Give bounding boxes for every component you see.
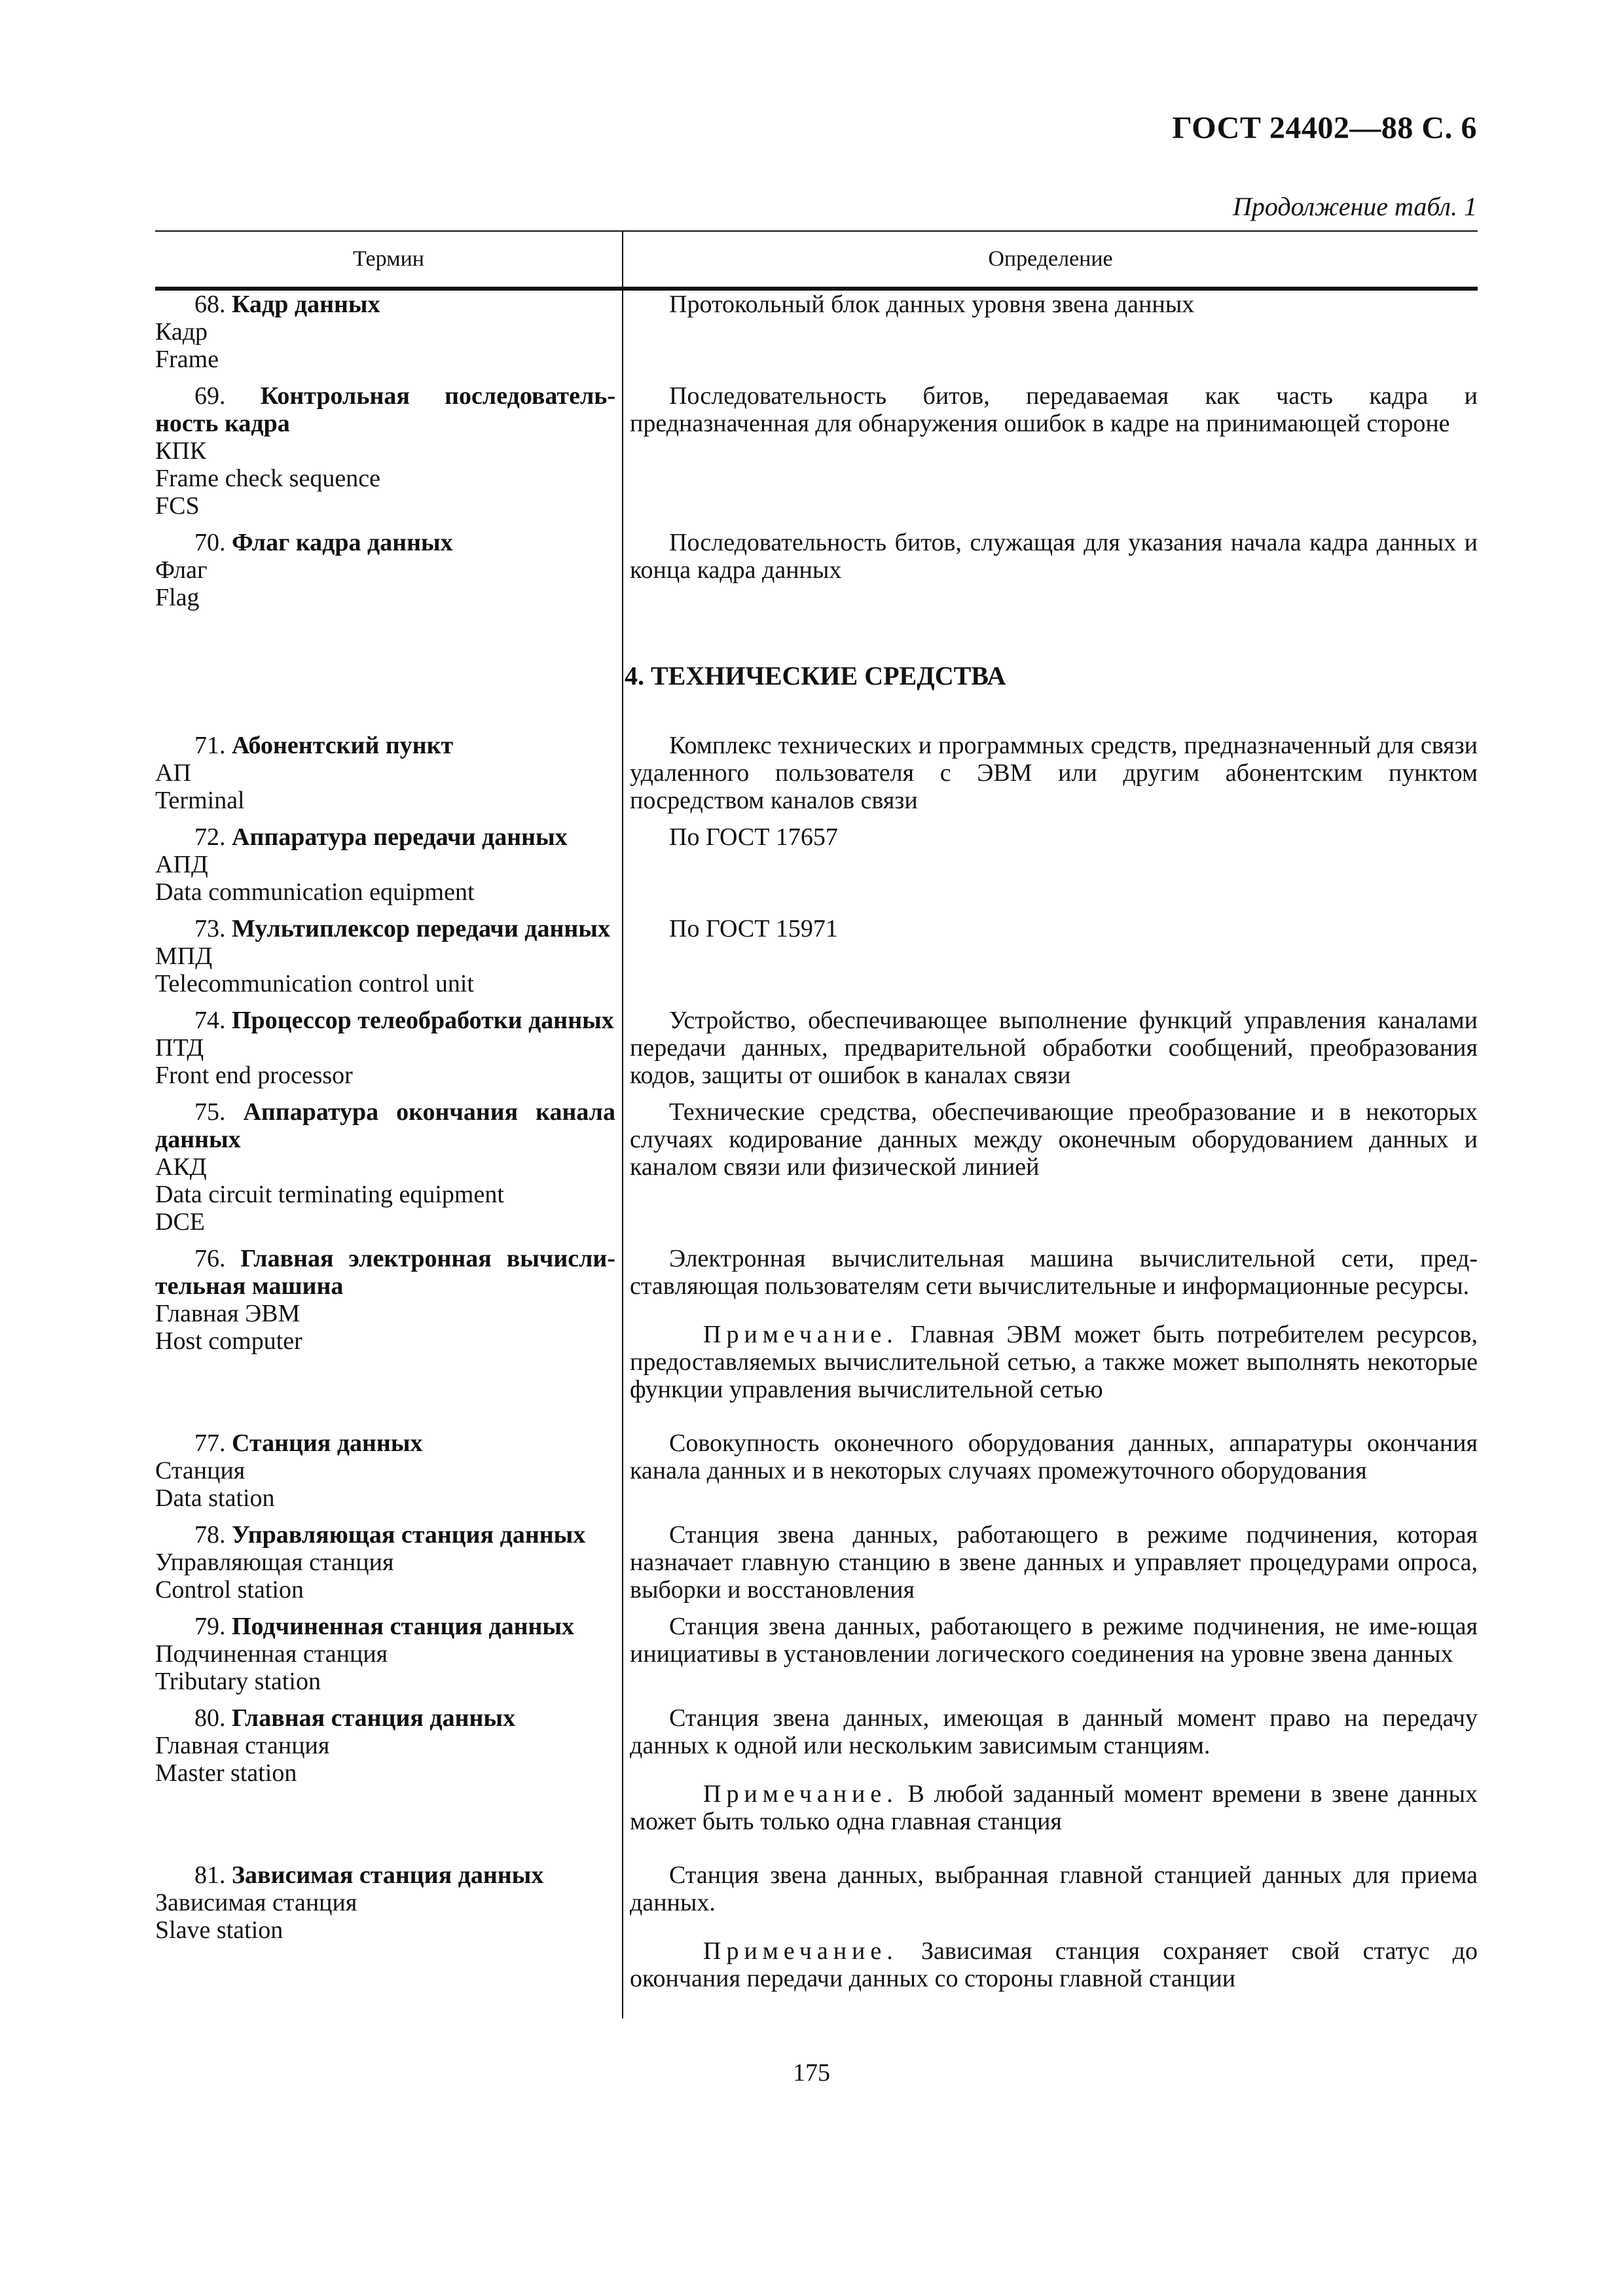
table-row	[155, 382, 1478, 520]
gap-term	[155, 520, 622, 529]
definition-text: Станция звена данных, имеющая в данный момент право на передачу данных к одной или нескольким зависимым станциям.	[630, 1704, 1478, 1759]
gap-def	[622, 814, 1478, 823]
definition-cell	[622, 1521, 1478, 1604]
term-heading	[155, 823, 615, 851]
header-definition: Определение	[622, 232, 1478, 287]
term-synonym: Data circuit terminating equipment	[155, 1181, 504, 1208]
definition-cell	[622, 1098, 1478, 1236]
gap-term	[155, 814, 622, 823]
term-number: 74.	[194, 1007, 226, 1034]
definition-cell	[622, 291, 1478, 373]
note-label: Примечание.	[703, 1780, 898, 1808]
gap-term	[155, 1835, 622, 1861]
term-synonym: АПД	[155, 851, 208, 878]
gap-def	[622, 1695, 1478, 1704]
gap-term	[155, 1236, 622, 1245]
gap-def	[622, 1604, 1478, 1613]
table-row	[155, 915, 1478, 997]
gap-def	[622, 1403, 1478, 1429]
header-term: Термин	[353, 247, 424, 271]
gap-term	[155, 611, 622, 620]
term-synonym: Control station	[155, 1576, 304, 1604]
term-synonym: Frame	[155, 346, 219, 373]
document-code: ГОСТ 24402—88 С. 6	[1172, 111, 1477, 145]
term-number: 80.	[194, 1704, 226, 1732]
term-cell	[155, 823, 622, 906]
row-gap	[155, 1512, 1478, 1521]
term-synonym: Slave station	[155, 1916, 283, 1944]
definition-note	[630, 1780, 1478, 1835]
term-heading	[155, 1007, 615, 1034]
term-synonym: Главная станция	[155, 1732, 330, 1759]
term-synonym: Frame check sequence	[155, 465, 380, 492]
gap-def	[622, 611, 1478, 620]
term-synonym: Управляющая станция	[155, 1549, 394, 1576]
term-heading	[155, 529, 615, 556]
term-title: Процессор телеобработки данных	[232, 1007, 614, 1034]
gap-term	[155, 1992, 622, 2018]
table-row	[155, 1098, 1478, 1236]
term-number: 78.	[194, 1521, 226, 1549]
term-synonym: Telecommunication control unit	[155, 970, 474, 997]
term-title: Абонентский пункт	[232, 732, 454, 759]
term-synonym: Флаг	[155, 556, 208, 584]
term-heading	[155, 1098, 615, 1153]
table-row	[155, 1613, 1478, 1695]
table-row	[155, 1007, 1478, 1089]
term-heading	[155, 1521, 615, 1549]
table-row	[155, 1521, 1478, 1604]
table-row	[155, 291, 1478, 373]
row-gap	[155, 1236, 1478, 1245]
term-synonym: Data communication equipment	[155, 878, 475, 906]
row-gap	[155, 611, 1478, 620]
gap-def	[622, 1236, 1478, 1245]
gap-term	[155, 1695, 622, 1704]
term-synonym: АП	[155, 759, 191, 787]
term-title: Аппаратура передачи данных	[232, 823, 568, 851]
term-synonym: Front end processor	[155, 1062, 353, 1089]
definition-cell	[622, 1007, 1478, 1089]
term-synonym: Master station	[155, 1759, 297, 1787]
definition-cell	[622, 1861, 1478, 1992]
definition-cell	[622, 732, 1478, 814]
note-text: Зависимая станция сохраняет свой статус до окончания передачи данных со стороны главной станции	[630, 1937, 1478, 1992]
note-text: Главная ЭВМ может быть потребителем ресурсов, предоставляемых вычислительной сетью, а также может выполнять некоторые функции управления вычислительной сетью	[630, 1321, 1478, 1403]
term-synonym: АКД	[155, 1153, 207, 1181]
section-title: 4. ТЕХНИЧЕСКИЕ СРЕДСТВА	[622, 620, 1478, 732]
term-cell	[155, 1613, 622, 1695]
term-synonym: Зависимая станция	[155, 1889, 357, 1916]
term-synonym: Terminal	[155, 787, 245, 814]
section-row	[155, 620, 1478, 732]
gap-def	[622, 906, 1478, 915]
definition-text: Последовательность битов, служащая для указания начала кадра данных и конца кадра данных	[630, 529, 1478, 584]
definition-text: Технические средства, обеспечивающие преобразование и в некоторых случаях кодирование данных между оконечным оборудованием данных и каналом связи или физической линией	[630, 1098, 1478, 1181]
row-gap	[155, 1403, 1478, 1429]
definition-cell	[622, 1704, 1478, 1835]
term-cell	[155, 915, 622, 997]
page-number: 175	[793, 2059, 830, 2087]
definition-text: Протокольный блок данных уровня звена данных	[669, 291, 1195, 318]
row-gap	[155, 1089, 1478, 1098]
gap-term	[155, 906, 622, 915]
terms-table	[155, 230, 1478, 2018]
row-gap	[155, 814, 1478, 823]
row-gap	[155, 906, 1478, 915]
definition-cell	[622, 1429, 1478, 1512]
table-header	[155, 230, 1478, 291]
term-number: 81.	[194, 1861, 226, 1889]
term-synonym: Станция	[155, 1457, 246, 1484]
term-number: 72.	[194, 823, 226, 851]
definition-text: Устройство, обеспечивающее выполнение функций управления каналами передачи данных, предварительной обработки сообщений, преобразования кодов, защиты от ошибок в каналах связи	[630, 1007, 1478, 1089]
gap-term	[155, 1512, 622, 1521]
table-row	[155, 732, 1478, 814]
table-row	[155, 1861, 1478, 1992]
gap-def	[622, 997, 1478, 1007]
gap-def	[622, 1992, 1478, 2018]
table-row	[155, 1245, 1478, 1403]
term-number: 70.	[194, 529, 226, 556]
term-cell	[155, 732, 622, 814]
section-spacer	[155, 620, 622, 732]
note-label: Примечание.	[703, 1321, 898, 1348]
term-number: 79.	[194, 1613, 226, 1640]
term-heading	[155, 291, 615, 318]
definition-note	[630, 1321, 1478, 1403]
term-synonym: Кадр	[155, 318, 208, 346]
row-gap	[155, 373, 1478, 382]
definition-cell	[622, 529, 1478, 611]
term-title: Станция данных	[232, 1429, 423, 1457]
table-row	[155, 823, 1478, 906]
term-synonym: МПД	[155, 942, 213, 970]
term-title: Мультиплексор передачи данных	[232, 915, 610, 942]
term-number: 77.	[194, 1429, 226, 1457]
note-label: Примечание.	[703, 1937, 898, 1965]
definition-text: Совокупность оконечного оборудования данных, аппаратуры окончания канала данных и в некоторых случаях промежуточного оборудования	[630, 1429, 1478, 1484]
definition-cell	[622, 823, 1478, 906]
term-cell	[155, 291, 622, 373]
definition-text: По ГОСТ 15971	[669, 915, 838, 942]
term-heading	[155, 382, 615, 437]
term-synonym: КПК	[155, 437, 207, 465]
row-gap	[155, 1604, 1478, 1613]
table-body-part1	[155, 291, 1478, 620]
gap-term	[155, 373, 622, 382]
gap-def	[622, 1835, 1478, 1861]
definition-note	[630, 1937, 1478, 1992]
term-title: Кадр данных	[232, 291, 380, 318]
term-title: Контрольная последователь-ность кадра	[155, 382, 616, 437]
term-title: Управляющая станция данных	[232, 1521, 586, 1549]
definition-cell	[622, 1613, 1478, 1695]
term-number: 75.	[194, 1098, 226, 1126]
term-number: 73.	[194, 915, 226, 942]
term-synonym: FCS	[155, 492, 200, 520]
term-heading	[155, 1245, 615, 1300]
term-title: Флаг кадра данных	[232, 529, 453, 556]
row-gap	[155, 1992, 1478, 2018]
term-title: Главная электронная вычисли-тельная машина	[155, 1245, 615, 1300]
term-title: Аппаратура окончания канала данных	[155, 1098, 615, 1153]
term-title: Подчиненная станция данных	[232, 1613, 575, 1640]
term-cell	[155, 1521, 622, 1604]
definition-text: Станция звена данных, работающего в режиме подчинения, которая назначает главную станцию в звене данных и управляет процедурами опроса, выборки и восстановления	[630, 1521, 1478, 1604]
gap-def	[622, 1512, 1478, 1521]
definition-cell	[622, 915, 1478, 997]
term-synonym: Подчиненная станция	[155, 1640, 388, 1668]
gap-def	[622, 373, 1478, 382]
term-cell	[155, 1704, 622, 1835]
definition-text: Комплекс технических и программных средств, предназначенный для связи удаленного пользователя с ЭВМ или другим абонентским пунктом посредством каналов связи	[630, 732, 1478, 814]
term-synonym: Tributary station	[155, 1668, 321, 1695]
row-gap	[155, 1835, 1478, 1861]
table-row	[155, 529, 1478, 611]
term-cell	[155, 382, 622, 520]
definition-text: По ГОСТ 17657	[669, 823, 838, 851]
term-number: 76.	[194, 1245, 226, 1272]
term-heading	[155, 1704, 615, 1732]
term-title: Главная станция данных	[232, 1704, 516, 1732]
definition-cell	[622, 1245, 1478, 1403]
row-gap	[155, 1695, 1478, 1704]
gap-def	[622, 1089, 1478, 1098]
term-number: 69.	[194, 382, 226, 410]
term-number: 71.	[194, 732, 226, 759]
term-cell	[155, 1007, 622, 1089]
term-cell	[155, 1861, 622, 1992]
table-body-part2	[155, 732, 1478, 2018]
definition-text: Последовательность битов, передаваемая как часть кадра и предназначенная для обнаружения ошибок в кадре на принимающей стороне	[630, 382, 1478, 437]
term-number: 68.	[194, 291, 226, 318]
term-synonym: Главная ЭВМ	[155, 1300, 301, 1327]
term-cell	[155, 1098, 622, 1236]
row-gap	[155, 520, 1478, 529]
term-synonym: Host computer	[155, 1327, 302, 1355]
term-cell	[155, 1245, 622, 1403]
gap-term	[155, 1089, 622, 1098]
term-heading	[155, 915, 615, 942]
table-continuation-label: Продолжение табл. 1	[1232, 192, 1477, 221]
term-heading	[155, 732, 615, 759]
term-title: Зависимая станция данных	[232, 1861, 544, 1889]
definition-text: Станция звена данных, выбранная главной станцией данных для приема данных.	[630, 1861, 1478, 1916]
term-synonym: Flag	[155, 584, 200, 611]
definition-text: Электронная вычислительная машина вычислительной сети, пред-ставляющая пользователям сети вычислительные и информационные ресурсы.	[630, 1245, 1478, 1300]
term-cell	[155, 1429, 622, 1512]
gap-term	[155, 1403, 622, 1429]
term-cell	[155, 529, 622, 611]
gap-term	[155, 997, 622, 1007]
note-text: В любой заданный момент времени в звене данных может быть только одна главная станция	[630, 1780, 1478, 1835]
definition-cell	[622, 382, 1478, 520]
term-synonym: DCE	[155, 1208, 205, 1236]
term-heading	[155, 1429, 615, 1457]
term-heading	[155, 1861, 615, 1889]
table-row	[155, 1429, 1478, 1512]
gap-term	[155, 1604, 622, 1613]
gap-def	[622, 520, 1478, 529]
table-row	[155, 1704, 1478, 1835]
row-gap	[155, 997, 1478, 1007]
term-synonym: ПТД	[155, 1034, 204, 1062]
term-synonym: Data station	[155, 1484, 275, 1512]
term-heading	[155, 1613, 615, 1640]
definition-text: Станция звена данных, работающего в режиме подчинения, не име-ющая инициативы в установлении логического соединения на уровне звена данных	[630, 1613, 1478, 1668]
